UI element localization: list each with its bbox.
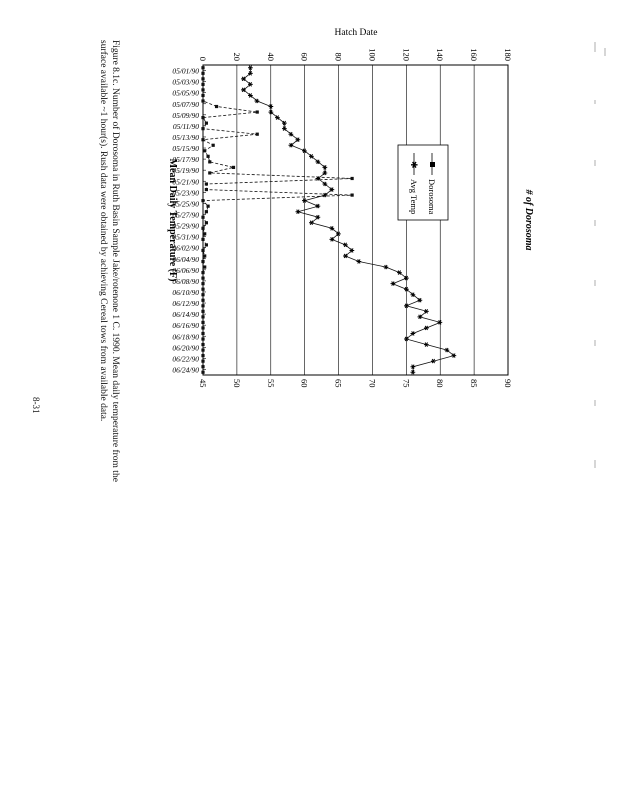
point-avg-temp: ✱ <box>415 314 423 320</box>
point-dorosoma <box>208 160 211 163</box>
point-dorosoma <box>201 116 204 119</box>
left-axis-ticks <box>198 48 513 61</box>
point-avg-temp: ✱ <box>395 269 403 276</box>
point-dorosoma <box>201 249 204 252</box>
point-dorosoma <box>206 155 209 158</box>
point-avg-temp: ✱ <box>279 120 287 126</box>
point-avg-temp: ✱ <box>266 103 274 110</box>
point-avg-temp: ✱ <box>252 98 260 104</box>
point-dorosoma <box>256 110 259 113</box>
point-avg-temp: ✱ <box>239 76 247 82</box>
x-tick-label: 05/01/90 <box>172 66 199 76</box>
figure-caption-line-1: Figure 8.1c. Number of Dorosoma in Ruth Basin Sample Jake/rotenone 1 C. 1990. Mean daily temperature from the <box>110 40 120 482</box>
point-dorosoma <box>205 221 208 224</box>
point-dorosoma <box>201 326 204 329</box>
point-dorosoma <box>201 343 204 346</box>
x-tick-label: 06/06/90 <box>172 265 199 275</box>
point-dorosoma <box>201 260 204 263</box>
point-dorosoma <box>206 205 209 208</box>
point-dorosoma <box>201 227 204 230</box>
point-avg-temp: ✱ <box>401 336 409 342</box>
point-dorosoma <box>205 243 208 246</box>
right-tick-label: 80 <box>435 379 446 388</box>
x-tick-label: 05/05/90 <box>172 88 199 98</box>
x-tick-label: 05/17/90 <box>172 155 199 165</box>
right-tick-label: 60 <box>299 379 310 388</box>
point-avg-temp: ✱ <box>245 81 253 88</box>
point-avg-temp: ✱ <box>381 264 389 270</box>
x-tick-label: 05/19/90 <box>172 166 199 176</box>
point-dorosoma <box>201 277 204 280</box>
point-avg-temp: ✱ <box>347 247 355 254</box>
point-dorosoma <box>201 337 204 340</box>
page-number: 8-31 <box>31 397 41 414</box>
point-dorosoma <box>201 282 204 285</box>
point-dorosoma <box>201 310 204 313</box>
point-avg-temp: ✱ <box>442 347 450 353</box>
point-avg-temp: ✱ <box>320 170 328 176</box>
point-avg-temp: ✱ <box>300 197 308 204</box>
point-dorosoma <box>205 182 208 185</box>
point-dorosoma <box>203 254 206 257</box>
x-tick-label: 06/18/90 <box>172 332 199 342</box>
legend-label-avgtemp: Avg Temp <box>409 179 419 215</box>
point-avg-temp: ✱ <box>320 192 328 198</box>
point-dorosoma <box>201 293 204 296</box>
point-avg-temp: ✱ <box>415 297 423 303</box>
point-dorosoma <box>201 199 204 202</box>
point-dorosoma <box>208 171 211 174</box>
x-tick-label: 06/22/90 <box>172 354 199 364</box>
point-avg-temp: ✱ <box>401 286 409 292</box>
point-dorosoma <box>201 66 204 69</box>
left-tick-label: 160 <box>469 48 480 61</box>
point-avg-temp: ✱ <box>313 159 321 165</box>
point-dorosoma <box>201 238 204 241</box>
figure-caption-line-2: surface available ~1 hour(s). Rush data were obtained by achieving Cereal tows from available data. <box>98 40 108 422</box>
point-dorosoma <box>201 271 204 274</box>
legend-box <box>398 145 448 220</box>
point-dorosoma <box>201 365 204 368</box>
point-avg-temp: ✱ <box>408 330 416 337</box>
point-dorosoma <box>205 210 208 213</box>
point-avg-temp: ✱ <box>401 303 409 309</box>
x-tick-label: 06/10/90 <box>172 287 199 297</box>
point-avg-temp: ✱ <box>286 142 294 148</box>
y-axis-left-label: # of Dorosoma <box>523 189 534 251</box>
point-avg-temp: ✱ <box>300 148 308 154</box>
x-tick-label: 05/07/90 <box>172 99 199 109</box>
point-avg-temp: ✱ <box>422 325 430 331</box>
point-dorosoma <box>201 354 204 357</box>
x-tick-label: 05/13/90 <box>172 132 199 142</box>
scan-margin-marks <box>591 40 613 480</box>
right-tick-label: 85 <box>469 379 480 388</box>
point-avg-temp: ✱ <box>354 258 362 265</box>
point-dorosoma <box>201 360 204 363</box>
point-avg-temp: ✱ <box>435 319 443 326</box>
right-axis-ticks <box>198 379 513 388</box>
point-dorosoma <box>201 332 204 335</box>
point-avg-temp: ✱ <box>428 358 436 364</box>
legend <box>398 145 448 220</box>
point-avg-temp: ✱ <box>401 275 409 281</box>
x-tick-label: 05/11/90 <box>172 121 199 131</box>
x-tick-label: 06/02/90 <box>172 243 199 253</box>
left-tick-label: 40 <box>265 52 276 61</box>
point-dorosoma <box>205 188 208 191</box>
point-dorosoma <box>201 371 204 374</box>
point-avg-temp: ✱ <box>245 92 253 99</box>
point-avg-temp: ✱ <box>327 236 335 243</box>
point-avg-temp: ✱ <box>327 186 335 193</box>
point-dorosoma <box>212 144 215 147</box>
point-dorosoma <box>203 149 206 152</box>
point-dorosoma <box>201 321 204 324</box>
point-dorosoma <box>215 105 218 108</box>
x-tick-label: 05/09/90 <box>172 110 199 120</box>
right-tick-label: 65 <box>333 379 344 388</box>
left-tick-label: 0 <box>198 56 208 61</box>
legend-label-dorosoma: Dorosoma <box>427 179 437 215</box>
point-dorosoma <box>256 133 259 136</box>
point-avg-temp: ✱ <box>408 292 416 298</box>
x-tick-label: 05/23/90 <box>172 188 199 198</box>
x-tick-label: 06/24/90 <box>172 365 199 375</box>
point-avg-temp: ✱ <box>408 363 416 370</box>
right-tick-label: 75 <box>401 379 412 388</box>
point-dorosoma <box>201 72 204 75</box>
x-tick-label: 05/21/90 <box>172 177 199 187</box>
chart-plot-area <box>167 28 534 388</box>
point-avg-temp: ✱ <box>422 308 430 315</box>
point-dorosoma <box>351 177 354 180</box>
point-avg-temp: ✱ <box>340 253 348 259</box>
point-dorosoma <box>201 127 204 130</box>
point-dorosoma <box>201 315 204 318</box>
right-tick-label: 90 <box>503 379 513 388</box>
point-avg-temp: ✱ <box>388 280 396 287</box>
point-dorosoma <box>201 94 204 97</box>
y-axis-right-label: Mean Daily Temperature (F) <box>167 158 178 282</box>
legend-marker-dorosoma <box>430 162 435 167</box>
point-dorosoma <box>201 99 204 102</box>
x-tick-label: 05/25/90 <box>172 199 199 209</box>
point-avg-temp: ✱ <box>320 164 328 171</box>
point-dorosoma <box>201 77 204 80</box>
series-line-dorosoma <box>203 68 352 372</box>
point-avg-temp: ✱ <box>313 203 321 209</box>
point-avg-temp: ✱ <box>313 175 321 182</box>
point-avg-temp: ✱ <box>245 70 253 77</box>
point-dorosoma <box>201 83 204 86</box>
point-avg-temp: ✱ <box>245 65 253 71</box>
point-avg-temp: ✱ <box>286 131 294 137</box>
plot-frame <box>203 65 508 375</box>
point-dorosoma <box>201 304 204 307</box>
left-tick-label: 100 <box>367 48 378 61</box>
right-tick-label: 70 <box>367 379 378 388</box>
point-dorosoma <box>203 265 206 268</box>
point-dorosoma <box>201 288 204 291</box>
point-dorosoma <box>205 122 208 125</box>
point-dorosoma <box>201 299 204 302</box>
x-tick-label: 06/04/90 <box>172 254 199 264</box>
point-dorosoma <box>201 348 204 351</box>
x-tick-label: 05/29/90 <box>172 221 199 231</box>
right-tick-label: 55 <box>265 379 276 388</box>
point-avg-temp: ✱ <box>293 208 301 215</box>
point-avg-temp: ✱ <box>266 109 274 115</box>
x-tick-label: 06/08/90 <box>172 276 199 286</box>
point-dorosoma <box>351 193 354 196</box>
x-tick-label: 06/14/90 <box>172 310 199 320</box>
point-avg-temp: ✱ <box>306 220 314 226</box>
left-tick-label: 80 <box>333 52 344 61</box>
right-tick-label: 45 <box>198 379 208 388</box>
point-dorosoma <box>203 232 206 235</box>
x-tick-label: 06/20/90 <box>172 343 199 353</box>
left-tick-label: 20 <box>231 52 242 61</box>
left-tick-label: 140 <box>435 48 446 61</box>
point-avg-temp: ✱ <box>293 137 301 143</box>
x-tick-label: 05/03/90 <box>172 77 199 87</box>
point-avg-temp: ✱ <box>313 214 321 220</box>
point-avg-temp: ✱ <box>422 341 430 348</box>
point-avg-temp: ✱ <box>320 181 328 187</box>
legend-marker-avgtemp: ✱ <box>409 161 419 169</box>
point-avg-temp: ✱ <box>334 231 342 237</box>
point-avg-temp: ✱ <box>340 242 348 248</box>
left-tick-label: 120 <box>401 48 412 61</box>
x-axis-label: Hatch Date <box>334 28 378 38</box>
x-tick-label: 06/12/90 <box>172 299 199 309</box>
x-tick-label: 05/15/90 <box>172 144 199 154</box>
x-tick-label: 05/27/90 <box>172 210 199 220</box>
point-avg-temp: ✱ <box>449 352 457 359</box>
point-dorosoma <box>201 216 204 219</box>
point-dorosoma <box>201 88 204 91</box>
point-dorosoma <box>232 166 235 169</box>
x-tick-label: 05/31/90 <box>172 232 199 242</box>
x-tick-label: 06/16/90 <box>172 321 199 331</box>
point-avg-temp: ✱ <box>273 114 281 121</box>
point-avg-temp: ✱ <box>306 153 314 160</box>
point-avg-temp: ✱ <box>327 225 335 232</box>
point-dorosoma <box>201 138 204 141</box>
left-tick-label: 180 <box>503 48 513 61</box>
point-avg-temp: ✱ <box>408 369 416 375</box>
point-avg-temp: ✱ <box>279 125 287 132</box>
point-avg-temp: ✱ <box>239 87 247 93</box>
left-tick-label: 60 <box>299 52 310 61</box>
right-tick-label: 50 <box>231 379 242 388</box>
